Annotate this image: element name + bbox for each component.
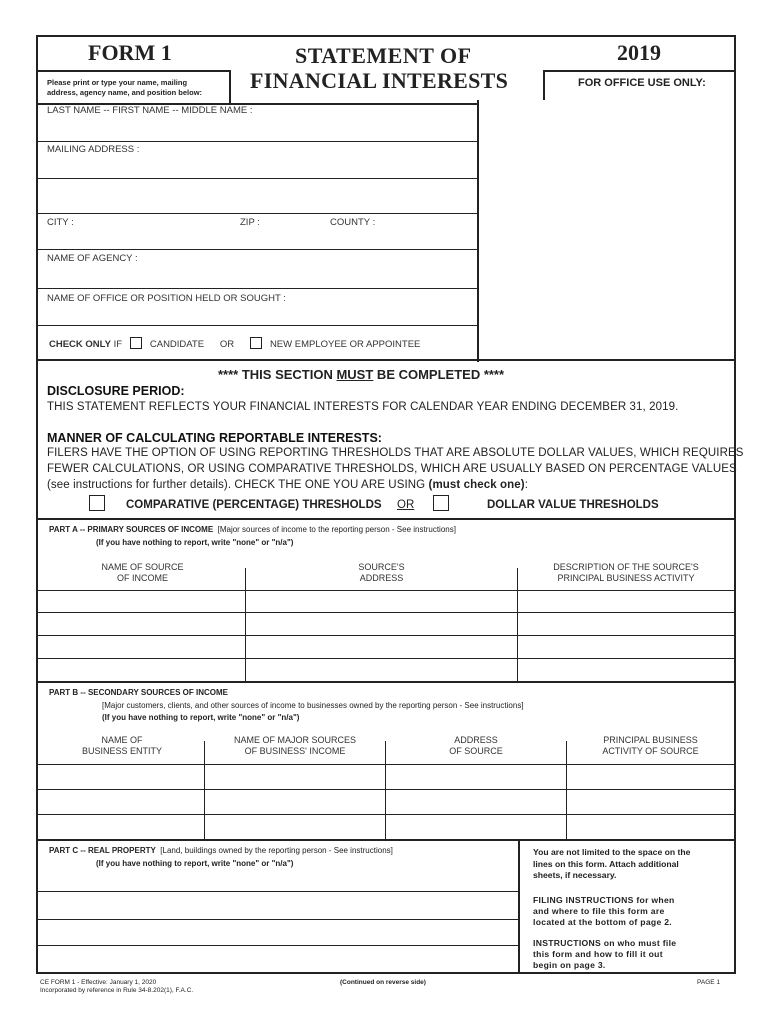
instructions-line2: address, agency name, and position below: (47, 88, 203, 97)
footer-page: PAGE 1 (697, 979, 721, 986)
part-b-col3-header: ADDRESS OF SOURCE (449, 735, 503, 756)
manner-title: MANNER OF CALCULATING REPORTABLE INTERESTS: (47, 431, 382, 445)
check-only-row (49, 337, 420, 350)
side-note-instructions: INSTRUCTIONS on who must file this form and how to fill it out begin on page 3. (533, 938, 677, 970)
dollar-label: DOLLAR VALUE THRESHOLDS (487, 499, 659, 511)
manner-line1: FILERS HAVE THE OPTION OF USING REPORTING THRESHOLDS THAT ARE ABSOLUTE DOLLAR VALUES, WHICH REQUIRES (47, 447, 744, 459)
office-use-area (481, 95, 731, 357)
part-c-if-nothing: (If you have nothing to report, write "none" or "n/a") (96, 859, 294, 868)
part-a-col1-header: NAME OF SOURCE OF INCOME (101, 562, 184, 583)
position-label: NAME OF OFFICE OR POSITION HELD OR SOUGHT : (47, 293, 286, 304)
disclosure-title: DISCLOSURE PERIOD: (47, 384, 185, 398)
part-a-table-body[interactable] (38, 591, 734, 680)
part-a-if-nothing: (If you have nothing to report, write "none" or "n/a") (96, 538, 294, 547)
part-a-col3-header: DESCRIPTION OF THE SOURCE'S PRINCIPAL BUSINESS ACTIVITY (553, 562, 699, 583)
instructions-line1: Please print or type your name, mailing (47, 78, 188, 87)
mailing-address-field[interactable] (40, 157, 474, 217)
agency-field[interactable] (40, 266, 474, 286)
form-number: FORM 1 (88, 40, 172, 65)
side-note-filing: FILING INSTRUCTIONS for when and where to file this form are located at the bottom of page 2. (533, 895, 675, 927)
city-label: CITY : (47, 217, 74, 228)
city-zip-county-field[interactable] (40, 230, 474, 248)
comparative-label: COMPARATIVE (PERCENTAGE) THRESHOLDS (126, 499, 382, 511)
part-a-title: PART A -- PRIMARY SOURCES OF INCOME [Major sources of income to the reporting person - See instructions] (49, 525, 456, 534)
footer-form-ref: CE FORM 1 - Effective: January 1, 2020 (40, 979, 157, 986)
part-b-col2-header: NAME OF MAJOR SOURCES OF BUSINESS' INCOME (233, 735, 356, 756)
county-label: COUNTY : (330, 217, 376, 228)
check-if-label: IF (113, 339, 123, 350)
manner-line3: (see instructions for further details). CHECK THE ONE YOU ARE USING (must check one): (47, 479, 528, 491)
footer-rule-ref: Incorporated by reference in Rule 34-8.202(1), F.A.C. (40, 987, 194, 994)
new-employee-label: NEW EMPLOYEE OR APPOINTEE (269, 339, 421, 350)
part-b-table-body[interactable] (38, 765, 734, 838)
part-c-table-body[interactable] (38, 872, 516, 972)
part-b-col1-header: NAME OF BUSINESS ENTITY (81, 735, 162, 756)
comparative-checkbox[interactable] (89, 495, 105, 514)
disclosure-text: THIS STATEMENT REFLECTS YOUR FINANCIAL INTERESTS FOR CALENDAR YEAR ENDING DECEMBER 31, 2019. (47, 401, 679, 413)
candidate-checkbox[interactable] (130, 337, 142, 349)
agency-label: NAME OF AGENCY : (47, 253, 138, 264)
new-employee-checkbox[interactable] (250, 337, 262, 349)
part-b-col4-header: PRINCIPAL BUSINESS ACTIVITY OF SOURCE (602, 735, 699, 756)
part-a-col2-header: SOURCE'S ADDRESS (358, 562, 405, 583)
part-b-note: [Major customers, clients, and other sources of income to businesses owned by the reporting person - See instructions] (102, 701, 524, 710)
side-note-attach: You are not limited to the space on the lines on this form. Attach additional sheets, if necessary. (533, 847, 691, 880)
dollar-checkbox[interactable] (433, 495, 449, 514)
footer-continued: (Continued on reverse side) (340, 979, 426, 986)
title-line2: FINANCIAL INTERESTS (250, 68, 509, 93)
name-label: LAST NAME -- FIRST NAME -- MIDDLE NAME : (47, 105, 253, 116)
part-b-if-nothing: (If you have nothing to report, write "none" or "n/a") (102, 713, 300, 722)
zip-label: ZIP : (240, 217, 260, 228)
check-or-label: OR (219, 339, 235, 350)
check-only-label: CHECK ONLY (49, 339, 111, 350)
candidate-label: CANDIDATE (149, 339, 205, 350)
part-b-title: PART B -- SECONDARY SOURCES OF INCOME (49, 688, 228, 697)
mailing-address-label: MAILING ADDRESS : (47, 144, 140, 155)
title-line1: STATEMENT OF (295, 43, 472, 68)
form-year: 2019 (617, 40, 661, 65)
position-field[interactable] (40, 306, 474, 324)
name-field[interactable] (40, 118, 474, 140)
section-heading: **** THIS SECTION MUST BE COMPLETED **** (218, 367, 505, 382)
office-use-label: FOR OFFICE USE ONLY: (578, 77, 706, 89)
threshold-or-label: OR (397, 499, 415, 511)
manner-line2: FEWER CALCULATIONS, OR USING COMPARATIVE THRESHOLDS, WHICH ARE USUALLY BASED ON PERCENTAGE VALUES (47, 463, 737, 475)
part-c-title: PART C -- REAL PROPERTY [Land, buildings owned by the reporting person - See instructions] (49, 846, 393, 855)
